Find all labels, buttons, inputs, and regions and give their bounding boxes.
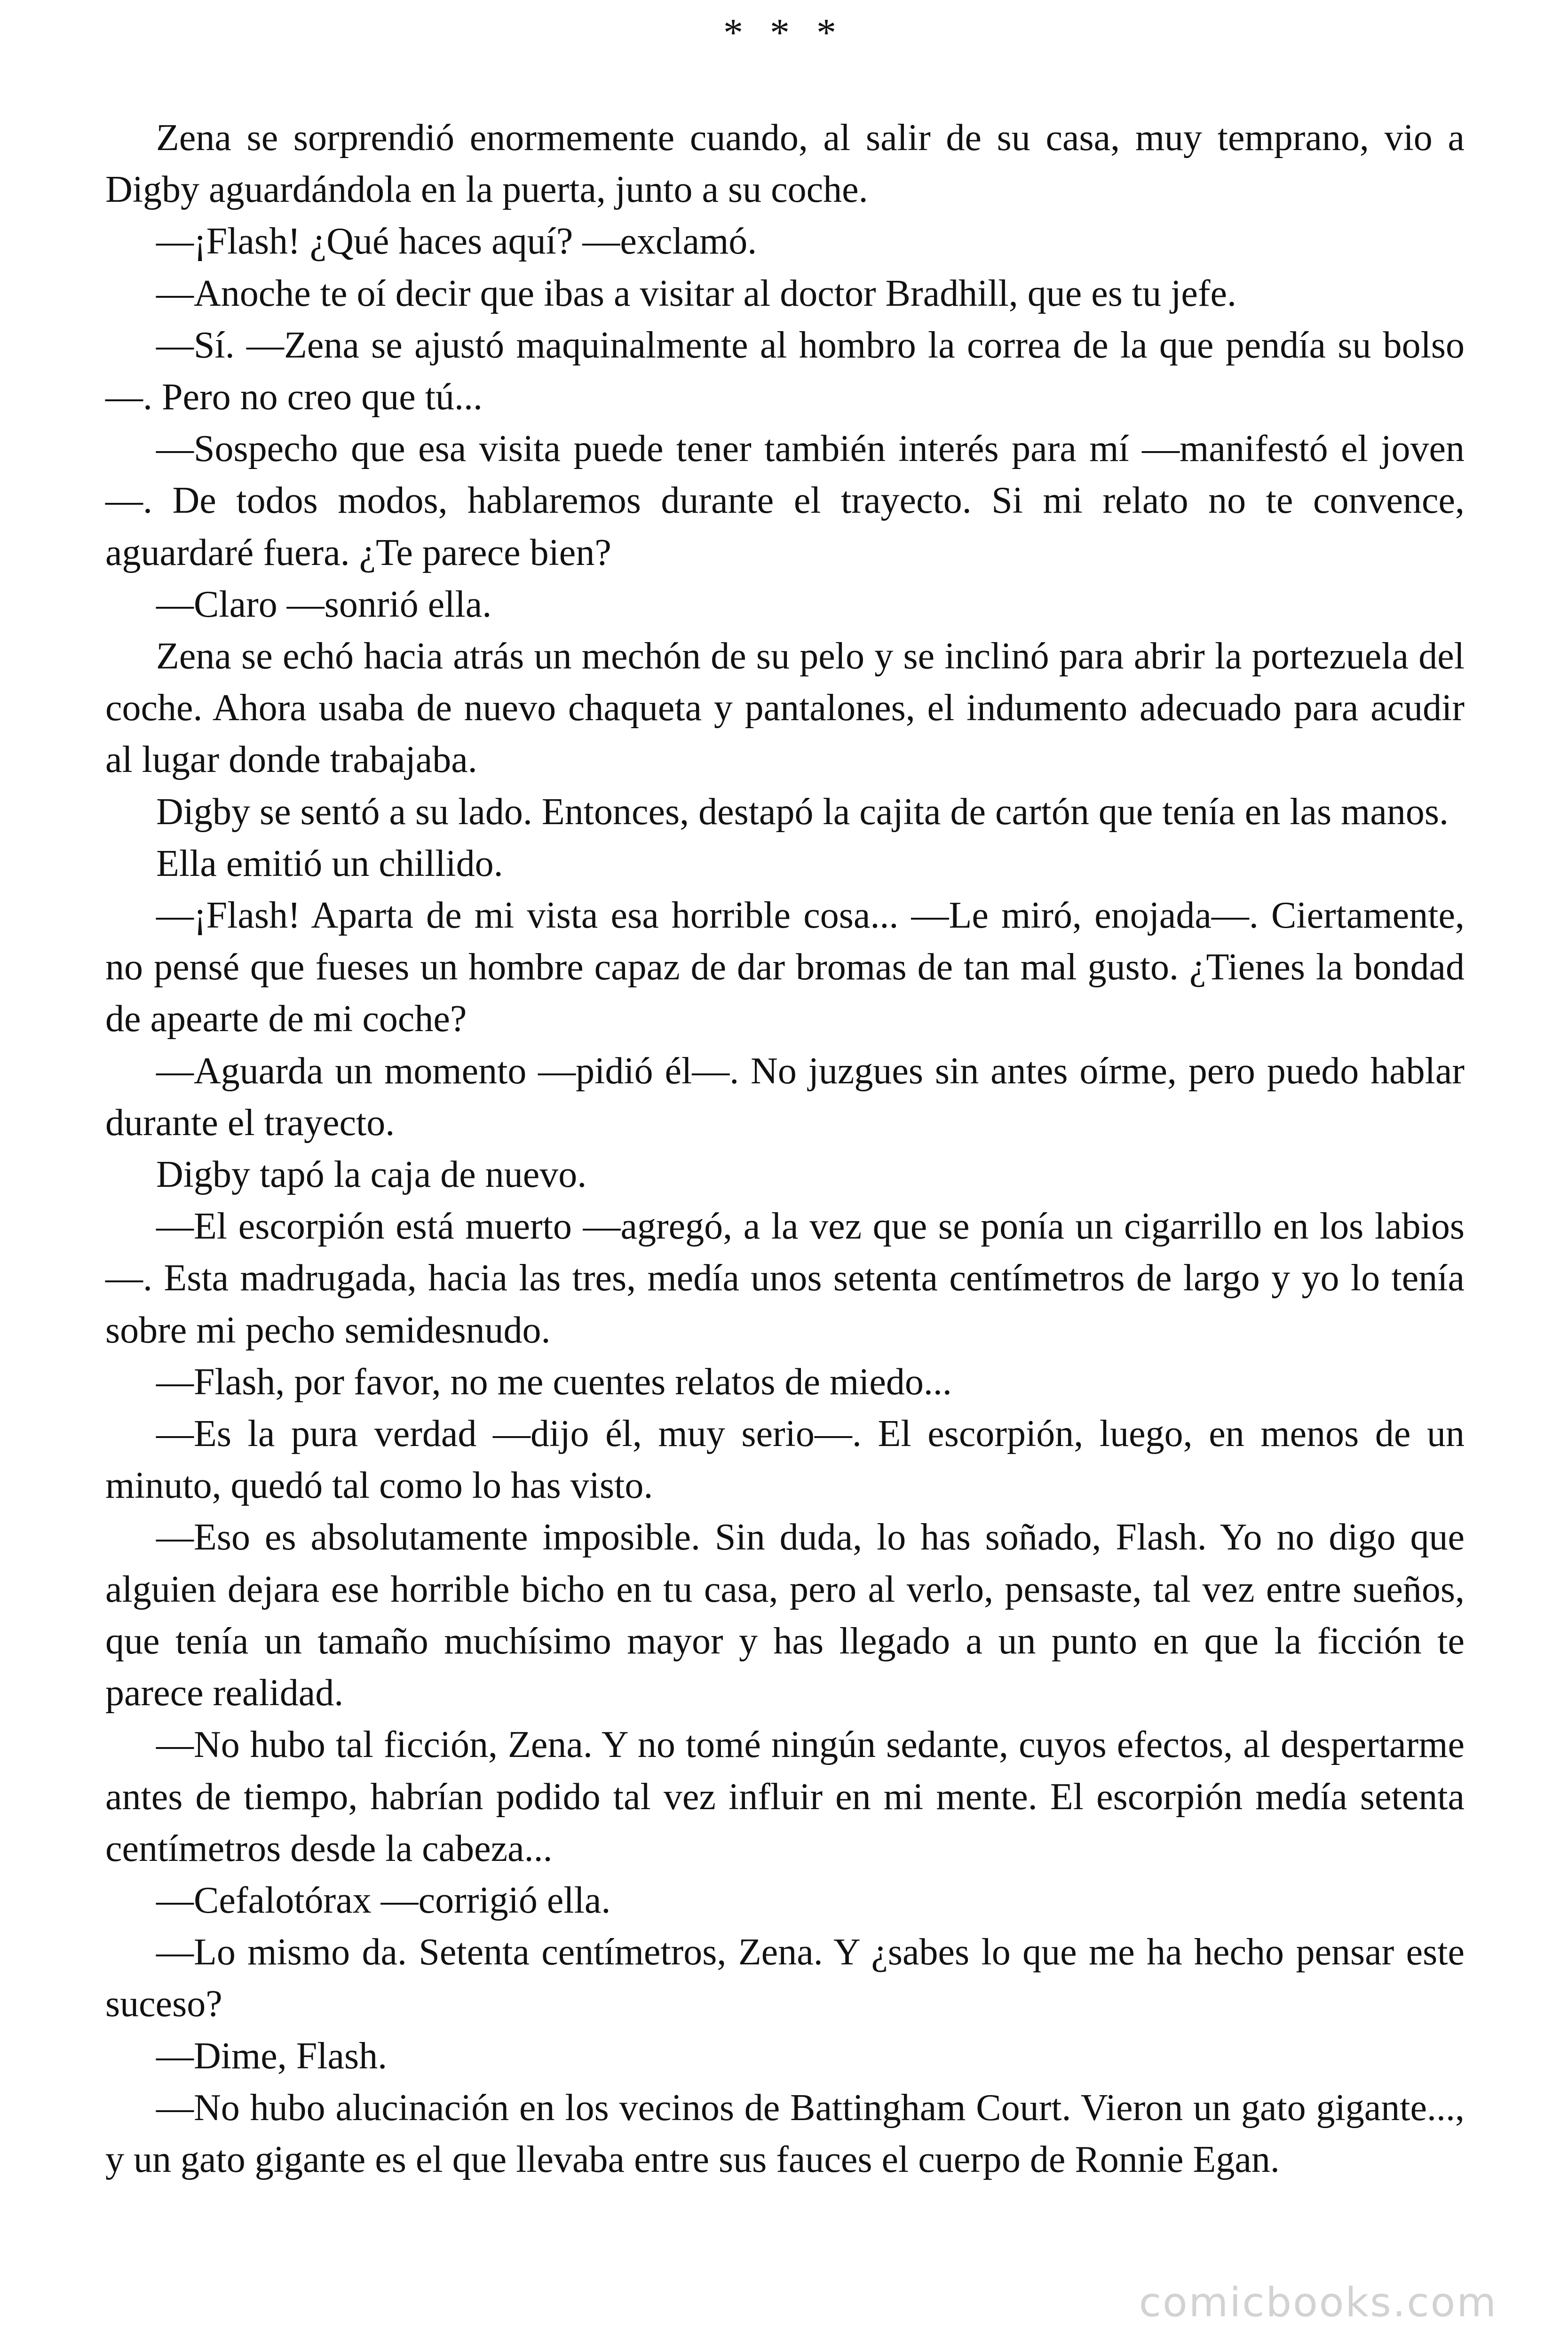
- paragraph: —Dime, Flash.: [156, 2035, 388, 2077]
- paragraph: —Cefalotórax —corrigió ella.: [156, 1879, 611, 1921]
- paragraph: Ella emitió un chillido.: [156, 842, 503, 884]
- paragraph: Digby tapó la caja de nuevo.: [156, 1154, 587, 1196]
- paragraph: —Anoche te oí decir que ibas a visitar al doctor Bradhill, que es tu jefe.: [156, 272, 1237, 314]
- paragraph: —¡Flash! ¿Qué haces aquí? —exclamó.: [156, 221, 757, 262]
- paragraph: Zena se echó hacia atrás un mechón de su pelo y se inclinó para abrir la portezuela del coche. Ahora usaba de nuevo chaqueta y pantalones, el indumento adecuado para acudir al lugar donde trabajaba.: [105, 636, 1465, 781]
- paragraph: —¡Flash! Aparta de mi vista esa horrible cosa... —Le miró, enojada—. Ciertamente, no pensé que fueses un hombre capaz de dar bromas de tan mal gusto. ¿Tienes la bondad de apearte de mi coche?: [105, 895, 1465, 1040]
- paragraph: —Es la pura verdad —dijo él, muy serio—. El escorpión, luego, en menos de un minuto, quedó tal como lo has visto.: [105, 1413, 1465, 1507]
- text-body: [105, 112, 1465, 2185]
- paragraph: Digby se sentó a su lado. Entonces, destapó la cajita de cartón que tenía en las manos.: [156, 791, 1449, 833]
- paragraph: Zena se sorprendió enormemente cuando, al salir de su casa, muy temprano, vio a Digby aguardándola en la puerta, junto a su coche.: [105, 117, 1465, 211]
- paragraph: —Sí. —Zena se ajustó maquinalmente al hombro la correa de la que pendía su bolso—. Pero no creo que tú...: [105, 324, 1465, 418]
- paragraph: —El escorpión está muerto —agregó, a la vez que se ponía un cigarrillo en los labios—. Esta madrugada, hacia las tres, medía unos setenta centímetros de largo y yo lo tenía sobre mi pecho semidesnudo.: [105, 1206, 1465, 1351]
- paragraph: —Sospecho que esa visita puede tener también interés para mí —manifestó el joven—. De todos modos, hablaremos durante el trayecto. Si mi relato no te convence, aguardaré fuera. ¿Te parece bien?: [105, 428, 1465, 573]
- paragraph: —Aguarda un momento —pidió él—. No juzgues sin antes oírme, pero puedo hablar durante el trayecto.: [105, 1050, 1465, 1144]
- paragraph: —Eso es absolutamente imposible. Sin duda, lo has soñado, Flash. Yo no digo que alguien dejara ese horrible bicho en tu casa, pero al verlo, pensaste, tal vez entre sueños, que tenía un tamaño muchísimo mayor y has llegado a un punto en que la ficción te parece realidad.: [105, 1517, 1465, 1714]
- paragraph: —Claro —sonrió ella.: [156, 583, 492, 625]
- paragraph: —No hubo alucinación en los vecinos de Battingham Court. Vieron un gato gigante..., y un gato gigante es el que llevaba entre sus fauces el cuerpo de Ronnie Egan.: [105, 2087, 1465, 2180]
- paragraph: —Lo mismo da. Setenta centímetros, Zena. Y ¿sabes lo que me ha hecho pensar este suceso?: [105, 1931, 1465, 2025]
- paragraph: —Flash, por favor, no me cuentes relatos de miedo...: [156, 1361, 952, 1403]
- section-separator: * * *: [723, 11, 845, 55]
- paragraph: —No hubo tal ficción, Zena. Y no tomé ningún sedante, cuyos efectos, al despertarme antes de tiempo, habrían podido tal vez influir en mi mente. El escorpión medía setenta centímetros desde la cabeza...: [105, 1724, 1465, 1869]
- watermark: comicbooks.com: [1139, 2279, 1497, 2326]
